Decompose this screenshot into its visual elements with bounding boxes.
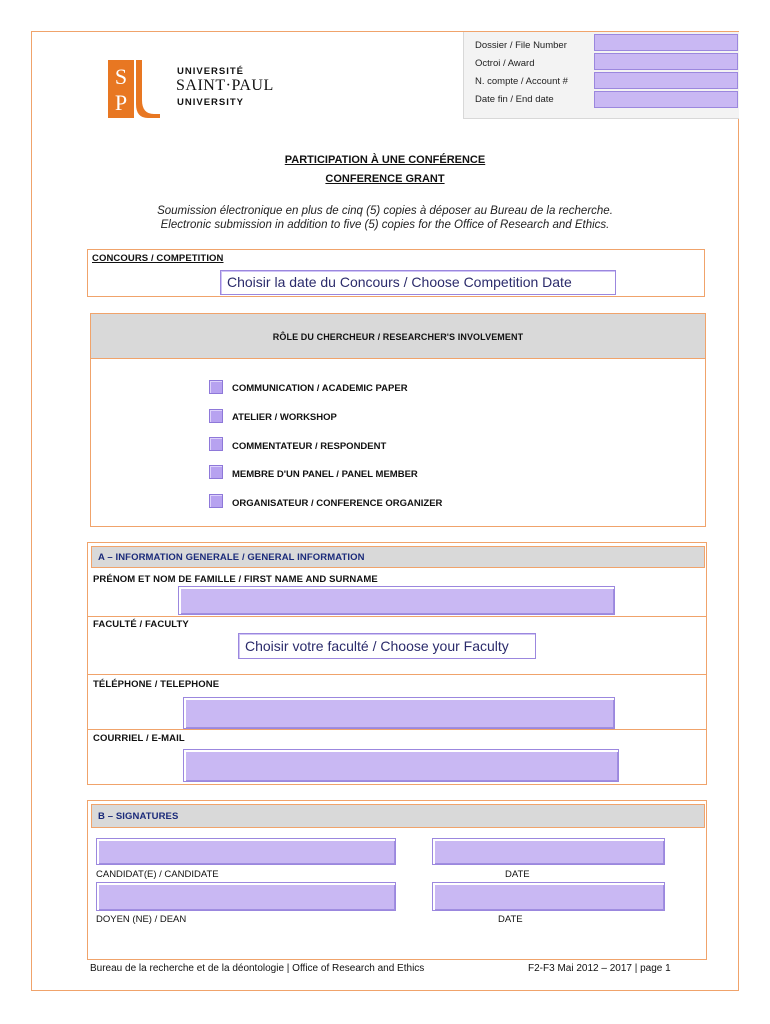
name-input[interactable] <box>178 586 615 615</box>
faculty-select[interactable]: Choisir votre faculté / Choose your Faculty <box>238 633 536 659</box>
section-a-heading: A – INFORMATION GENERALE / GENERAL INFORMATION <box>98 552 365 563</box>
divider <box>88 729 706 730</box>
workshop-label: ATELIER / WORKSHOP <box>232 412 337 423</box>
email-label: COURRIEL / E-MAIL <box>93 733 185 744</box>
file-number-label: Dossier / File Number <box>475 40 567 51</box>
footer-office: Bureau de la recherche et de la déontologie | Office of Research and Ethics <box>90 963 425 974</box>
panel-member-label: MEMBRE D'UN PANEL / PANEL MEMBER <box>232 469 418 480</box>
instructions-fr: Soumission électronique en plus de cinq (5) copies à déposer au Bureau de la recherche. <box>157 205 613 217</box>
end-date-label: Date fin / End date <box>475 94 554 105</box>
university-name-line2: SAINT·PAUL <box>176 77 274 94</box>
account-input[interactable] <box>594 72 738 89</box>
section-b-heading-bar <box>91 804 705 828</box>
role-heading: RÔLE DU CHERCHEUR / RESEARCHER'S INVOLVEMENT <box>272 332 524 342</box>
email-input[interactable] <box>183 749 619 782</box>
candidate-label: CANDIDAT(E) / CANDIDATE <box>96 869 219 880</box>
logo-letter-s: S <box>114 64 128 89</box>
account-label: N. compte / Account # <box>475 76 568 87</box>
logo-letter-p: P <box>114 90 128 115</box>
award-input[interactable] <box>594 53 738 70</box>
title-en: CONFERENCE GRANT <box>325 173 445 185</box>
communication-checkbox[interactable] <box>209 380 223 394</box>
faculty-label: FACULTÉ / FACULTY <box>93 619 189 630</box>
organizer-checkbox[interactable] <box>209 494 223 508</box>
footer-page: F2-F3 Mai 2012 – 2017 | page 1 <box>528 963 671 974</box>
university-name-line1: UNIVERSITÉ <box>177 66 245 77</box>
candidate-signature-input[interactable] <box>96 838 396 865</box>
competition-label: CONCOURS / COMPETITION <box>92 253 224 264</box>
panel-member-checkbox[interactable] <box>209 465 223 479</box>
respondent-label: COMMENTATEUR / RESPONDENT <box>232 441 387 452</box>
end-date-input[interactable] <box>594 91 738 108</box>
candidate-date-label: DATE <box>505 869 530 880</box>
phone-label: TÉLÉPHONE / TELEPHONE <box>93 679 220 690</box>
file-number-input[interactable] <box>594 34 738 51</box>
dean-signature-input[interactable] <box>96 882 396 911</box>
name-label: PRÉNOM ET NOM DE FAMILLE / FIRST NAME AND SURNAME <box>93 574 378 585</box>
instructions-en: Electronic submission in addition to five (5) copies for the Office of Research and Ethics. <box>160 219 610 231</box>
respondent-checkbox[interactable] <box>209 437 223 451</box>
university-name-line3: UNIVERSITY <box>177 97 245 108</box>
section-b-heading: B – SIGNATURES <box>98 811 179 822</box>
dean-date-label: DATE <box>498 914 523 925</box>
phone-input[interactable] <box>183 697 615 729</box>
logo-shield-icon <box>108 60 163 120</box>
title-fr: PARTICIPATION À UNE CONFÉRENCE <box>284 154 486 166</box>
dean-date-input[interactable] <box>432 882 665 911</box>
competition-date-select[interactable]: Choisir la date du Concours / Choose Competition Date <box>220 270 616 295</box>
divider <box>88 674 706 675</box>
dean-label: DOYEN (NE) / DEAN <box>96 914 187 925</box>
workshop-checkbox[interactable] <box>209 409 223 423</box>
communication-label: COMMUNICATION / ACADEMIC PAPER <box>232 383 408 394</box>
candidate-date-input[interactable] <box>432 838 665 865</box>
university-logo <box>108 60 163 120</box>
award-label: Octroi / Award <box>475 58 535 69</box>
organizer-label: ORGANISATEUR / CONFERENCE ORGANIZER <box>232 498 443 509</box>
divider <box>88 616 706 617</box>
